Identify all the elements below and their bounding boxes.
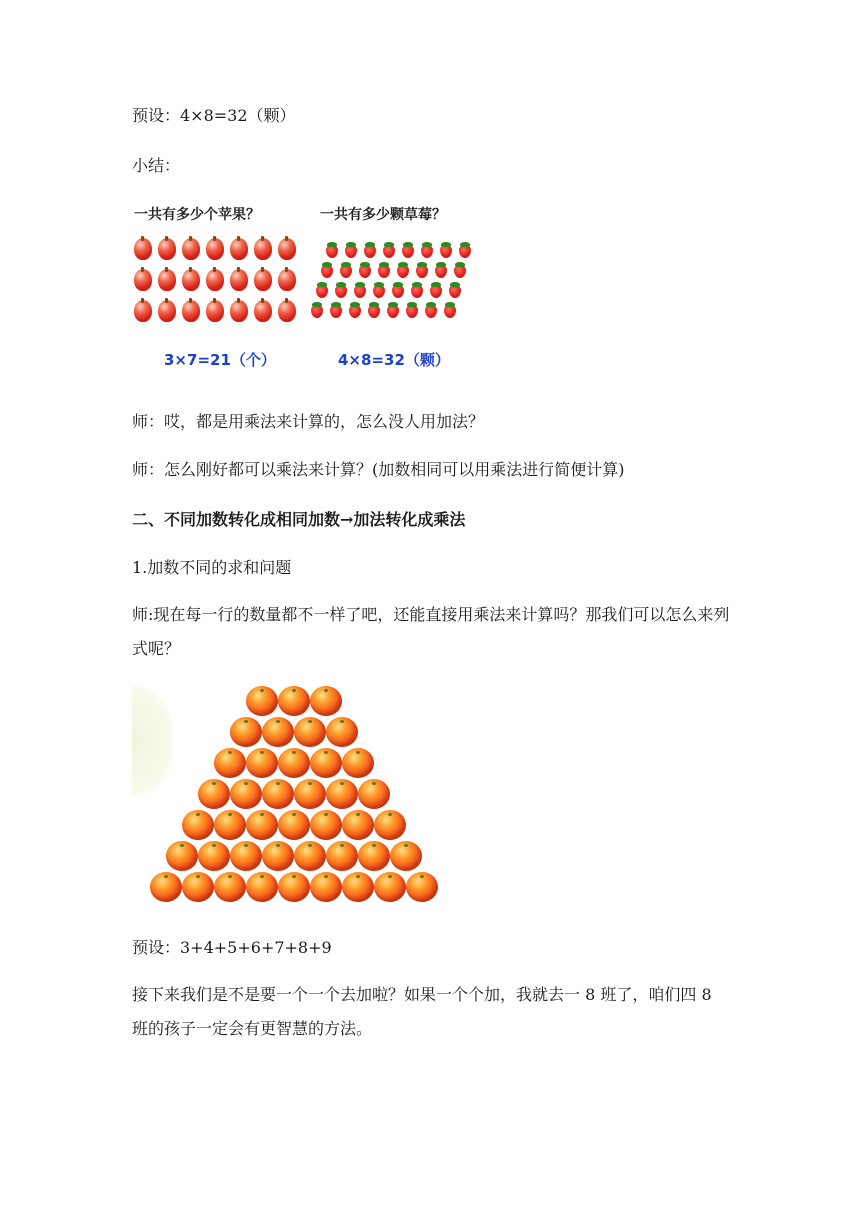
orange-icon (150, 872, 182, 902)
section-heading: 二、不同加数转化成相同加数→加法转化成乘法 (132, 510, 466, 529)
strawberry-icon (363, 242, 377, 258)
strawberry-icon (434, 262, 448, 278)
apple-icon (182, 238, 200, 260)
orange-icon (262, 779, 294, 809)
orange-icon (294, 717, 326, 747)
apple-icon (254, 238, 272, 260)
apple-icon (134, 300, 152, 322)
strawberry-icon (448, 282, 462, 298)
orange-icon (310, 872, 342, 902)
orange-icon (246, 686, 278, 716)
orange-icon (166, 841, 198, 871)
strawberry-icon (401, 242, 415, 258)
orange-icon (326, 779, 358, 809)
orange-icon (406, 872, 438, 902)
strawberry-icon (453, 262, 467, 278)
orange-icon (182, 872, 214, 902)
strawberry-icon (424, 302, 438, 318)
orange-icon (358, 779, 390, 809)
strawberry-icon (439, 242, 453, 258)
orange-icon (326, 717, 358, 747)
orange-icon (278, 810, 310, 840)
strawberry-icon (396, 262, 410, 278)
strawberry-icon (344, 242, 358, 258)
apple-icon (278, 238, 296, 260)
strawberry-icon (334, 282, 348, 298)
strawberry-icon (372, 282, 386, 298)
apple-grid (134, 238, 300, 332)
strawberry-icon (358, 262, 372, 278)
orange-icon (230, 717, 262, 747)
apple-icon (158, 300, 176, 322)
orange-icon (198, 779, 230, 809)
orange-icon (310, 810, 342, 840)
strawberry-icon (329, 302, 343, 318)
strawberry-icon (339, 262, 353, 278)
strawberry-icon (310, 302, 324, 318)
orange-icon (294, 779, 326, 809)
teacher-question-1: 师：哎，都是用乘法来计算的，怎么没人用加法？ (132, 412, 485, 431)
orange-icon (342, 872, 374, 902)
apple-icon (278, 300, 296, 322)
orange-icon (374, 872, 406, 902)
strawberry-icon (382, 242, 396, 258)
strawberry-icon (410, 282, 424, 298)
orange-icon (182, 810, 214, 840)
strawberry-icon (315, 282, 329, 298)
apple-icon (254, 269, 272, 291)
apple-icon (254, 300, 272, 322)
apple-icon (134, 238, 152, 260)
strawberry-icon (353, 282, 367, 298)
orange-icon (278, 686, 310, 716)
orange-icon (278, 872, 310, 902)
orange-icon (246, 748, 278, 778)
strawberries-question: 一共有多少颗草莓？ (320, 207, 446, 223)
teacher-question-2: 师：怎么刚好都可以乘法来计算？(加数相同可以用乘法进行简便计算) (132, 460, 625, 479)
apple-icon (158, 269, 176, 291)
apple-icon (278, 269, 296, 291)
orange-icon (198, 841, 230, 871)
strawberries-equation: 4×8=32（颗） (338, 351, 450, 369)
orange-icon (214, 872, 246, 902)
preset-answer-2: 预设：3+4+5+6+7+8+9 (132, 938, 332, 957)
apple-icon (230, 238, 248, 260)
strawberry-icon (443, 302, 457, 318)
orange-icon (310, 686, 342, 716)
strawberry-icon (348, 302, 362, 318)
strawberry-icon (367, 302, 381, 318)
orange-icon (214, 810, 246, 840)
apple-icon (134, 269, 152, 291)
orange-icon (326, 841, 358, 871)
teacher-question-3: 师:现在每一行的数量都不一样了吧，还能直接用乘法来计算吗？那我们可以怎么来列式呢？ (132, 605, 730, 658)
apple-icon (158, 238, 176, 260)
strawberry-icon (429, 282, 443, 298)
orange-icon (294, 841, 326, 871)
orange-icon (246, 872, 278, 902)
orange-icon (230, 779, 262, 809)
apple-icon (230, 269, 248, 291)
item-heading: 1.加数不同的求和问题 (132, 558, 292, 577)
strawberry-icon (325, 242, 339, 258)
apple-icon (206, 300, 224, 322)
apple-icon (206, 269, 224, 291)
orange-pyramid (150, 686, 446, 912)
apple-icon (182, 300, 200, 322)
strawberry-icon (458, 242, 472, 258)
orange-icon (342, 748, 374, 778)
orange-icon (374, 810, 406, 840)
strawberry-icon (320, 262, 334, 278)
apple-icon (206, 238, 224, 260)
strawberry-icon (391, 282, 405, 298)
orange-icon (246, 810, 278, 840)
orange-icon (358, 841, 390, 871)
orange-icon (390, 841, 422, 871)
orange-icon (342, 810, 374, 840)
apples-question: 一共有多少个苹果？ (134, 207, 260, 223)
orange-icon (214, 748, 246, 778)
orange-icon (262, 717, 294, 747)
strawberry-icon (377, 262, 391, 278)
strawberry-icon (415, 262, 429, 278)
strawberry-icon (386, 302, 400, 318)
orange-icon (310, 748, 342, 778)
orange-icon (230, 841, 262, 871)
orange-icon (278, 748, 310, 778)
strawberry-grid (310, 242, 490, 326)
apples-equation: 3×7=21（个） (164, 351, 276, 369)
apple-icon (182, 269, 200, 291)
strawberry-icon (405, 302, 419, 318)
orange-icon (262, 841, 294, 871)
strawberry-icon (420, 242, 434, 258)
preset-answer-1: 预设：4×8=32（颗） (132, 106, 296, 125)
closing-paragraph: 接下来我们是不是要一个一个去加啦？如果一个个加，我就去一 8 班了，咱们四 8 班的孩子一定会有更智慧的方法。 (132, 985, 712, 1038)
apple-icon (230, 300, 248, 322)
summary-label: 小结： (132, 156, 181, 175)
